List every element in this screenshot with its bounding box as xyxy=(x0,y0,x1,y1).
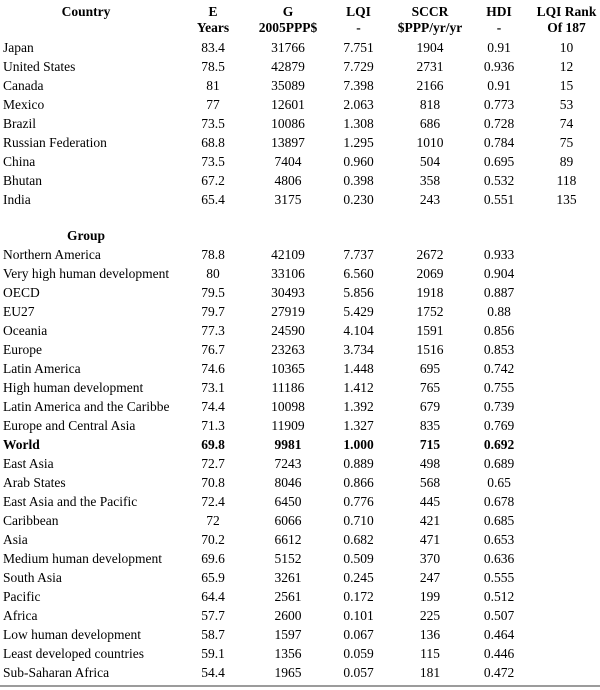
value-cell: 2561 xyxy=(274,589,302,604)
group-row xyxy=(0,245,600,264)
value-cell xyxy=(533,321,600,340)
value-cell: 0.784 xyxy=(483,135,515,150)
group-name-cell: East Asia and the Pacific xyxy=(3,494,138,509)
country-name-cell: Bhutan xyxy=(3,173,42,188)
value-cell: 73.5 xyxy=(201,116,225,131)
value-cell: 6.560 xyxy=(343,266,374,281)
value-cell: 715 xyxy=(419,437,441,452)
value-cell: 58.7 xyxy=(201,627,225,642)
value-cell: 0.446 xyxy=(483,646,515,661)
group-row xyxy=(0,264,600,283)
value-cell: 73.5 xyxy=(201,154,225,169)
value-cell: 471 xyxy=(419,532,441,547)
group-name-cell: Least developed countries xyxy=(3,646,144,661)
value-cell: 695 xyxy=(419,361,441,376)
group-row xyxy=(0,587,600,606)
group-rows xyxy=(0,245,600,682)
group-row xyxy=(0,644,600,663)
value-cell: 67.2 xyxy=(201,173,225,188)
value-cell xyxy=(533,245,600,264)
value-cell: 835 xyxy=(419,418,441,433)
country-row xyxy=(0,38,600,57)
value-cell: 6066 xyxy=(274,513,302,528)
value-cell: 7.751 xyxy=(343,40,374,55)
group-row xyxy=(0,473,600,492)
value-cell: 225 xyxy=(419,608,441,623)
value-cell: 13897 xyxy=(271,135,305,150)
country-name-cell: United States xyxy=(3,59,76,74)
value-cell: 0.742 xyxy=(483,361,515,376)
country-row xyxy=(0,57,600,76)
value-cell: 77.3 xyxy=(201,323,225,338)
value-cell: 76.7 xyxy=(201,342,225,357)
col-header-sccr-line1: SCCR xyxy=(411,4,449,19)
value-cell: 1516 xyxy=(416,342,444,357)
value-cell: 57.7 xyxy=(201,608,225,623)
group-row xyxy=(0,378,600,397)
value-cell xyxy=(533,378,600,397)
value-cell: 1965 xyxy=(274,665,302,680)
col-header-hdi-line1: HDI xyxy=(486,4,512,19)
col-header-rank-line2: Of 187 xyxy=(547,20,586,35)
value-cell: 0.692 xyxy=(483,437,515,452)
group-name-cell: Latin America and the Caribbe xyxy=(3,399,170,414)
group-row xyxy=(0,359,600,378)
group-row xyxy=(0,397,600,416)
value-cell: 818 xyxy=(419,97,441,112)
value-cell: 0.464 xyxy=(483,627,515,642)
value-cell: 0.653 xyxy=(483,532,515,547)
value-cell: 0.65 xyxy=(487,475,511,490)
value-cell: 115 xyxy=(420,646,440,661)
value-cell: 0.682 xyxy=(343,532,374,547)
group-name-cell: East Asia xyxy=(3,456,54,471)
group-row xyxy=(0,321,600,340)
value-cell xyxy=(533,663,600,682)
value-cell: 0.101 xyxy=(343,608,374,623)
value-cell: 69.6 xyxy=(201,551,225,566)
col-header-lqi-rank xyxy=(533,4,600,36)
col-header-country-line2 xyxy=(0,20,172,36)
value-cell: 118 xyxy=(556,173,577,188)
group-name-cell: Africa xyxy=(3,608,38,623)
country-name-cell: Brazil xyxy=(3,116,36,131)
value-cell: 1591 xyxy=(416,323,444,338)
value-cell: 0.728 xyxy=(483,116,515,131)
value-cell: 358 xyxy=(419,173,441,188)
value-cell: 75 xyxy=(559,135,574,150)
group-row xyxy=(0,435,600,454)
value-cell: 10 xyxy=(559,40,574,55)
value-cell: 0.555 xyxy=(483,570,515,585)
value-cell: 0.472 xyxy=(483,665,515,680)
value-cell: 0.172 xyxy=(343,589,374,604)
value-cell: 1.327 xyxy=(343,418,374,433)
col-header-lqi xyxy=(322,4,395,36)
value-cell: 3261 xyxy=(274,570,302,585)
value-cell: 2.063 xyxy=(343,97,374,112)
group-name-cell: High human development xyxy=(3,380,144,395)
value-cell xyxy=(533,302,600,321)
value-cell: 1918 xyxy=(416,285,444,300)
country-row xyxy=(0,152,600,171)
value-cell xyxy=(533,492,600,511)
value-cell: 498 xyxy=(419,456,441,471)
value-cell: 11909 xyxy=(271,418,305,433)
value-cell: 89 xyxy=(559,154,574,169)
col-header-lqi-line2: - xyxy=(356,20,361,35)
value-cell: 10365 xyxy=(271,361,305,376)
value-cell: 78.8 xyxy=(201,247,225,262)
value-cell: 0.689 xyxy=(483,456,515,471)
value-cell: 12601 xyxy=(271,97,305,112)
group-row xyxy=(0,530,600,549)
value-cell: 0.887 xyxy=(483,285,515,300)
group-name-cell: Europe xyxy=(3,342,42,357)
value-cell: 2600 xyxy=(274,608,302,623)
value-cell: 0.059 xyxy=(343,646,374,661)
value-cell: 0.398 xyxy=(343,173,374,188)
value-cell xyxy=(533,587,600,606)
value-cell: 72 xyxy=(206,513,220,528)
value-cell: 10098 xyxy=(271,399,305,414)
value-cell: 9981 xyxy=(274,437,302,452)
value-cell: 0.532 xyxy=(483,173,515,188)
value-cell: 1752 xyxy=(416,304,444,319)
value-cell: 7.729 xyxy=(343,59,374,74)
value-cell xyxy=(533,283,600,302)
value-cell: 77 xyxy=(206,97,220,112)
value-cell: 0.739 xyxy=(483,399,515,414)
value-cell xyxy=(533,340,600,359)
value-cell: 5.429 xyxy=(343,304,374,319)
col-header-sccr-line2: $PPP/yr/yr xyxy=(397,20,463,35)
value-cell: 0.889 xyxy=(343,456,374,471)
country-name-cell: Japan xyxy=(3,40,34,55)
value-cell: 65.4 xyxy=(201,192,225,207)
group-name-cell: Sub-Saharan Africa xyxy=(3,665,110,680)
value-cell: 0.755 xyxy=(483,380,515,395)
value-cell xyxy=(533,530,600,549)
group-section-label: Group xyxy=(66,228,105,243)
group-section-header-row xyxy=(0,226,600,245)
value-cell: 0.776 xyxy=(343,494,374,509)
value-cell: 7.737 xyxy=(343,247,374,262)
value-cell: 1.295 xyxy=(343,135,374,150)
value-cell: 1.000 xyxy=(343,437,374,452)
value-cell: 181 xyxy=(419,665,441,680)
col-header-lqi-line1: LQI xyxy=(346,4,371,19)
value-cell: 10086 xyxy=(271,116,305,131)
col-header-country xyxy=(0,4,172,36)
group-name-cell: OECD xyxy=(3,285,40,300)
value-cell: 243 xyxy=(419,192,441,207)
value-cell: 11186 xyxy=(271,380,305,395)
value-cell xyxy=(533,511,600,530)
group-row xyxy=(0,416,600,435)
group-row xyxy=(0,454,600,473)
value-cell: 0.91 xyxy=(487,78,511,93)
value-cell: 2672 xyxy=(416,247,444,262)
value-cell: 79.5 xyxy=(201,285,225,300)
value-cell: 1904 xyxy=(416,40,444,55)
value-cell: 4806 xyxy=(274,173,302,188)
value-cell: 5.856 xyxy=(343,285,374,300)
value-cell: 64.4 xyxy=(201,589,225,604)
value-cell: 5152 xyxy=(274,551,302,566)
value-cell: 1.308 xyxy=(343,116,374,131)
col-header-hdi xyxy=(465,4,533,36)
value-cell: 33106 xyxy=(271,266,305,281)
col-header-country-line1: Country xyxy=(61,4,111,19)
col-header-hdi-line2: - xyxy=(496,20,502,35)
value-cell: 42879 xyxy=(271,59,305,74)
group-name-cell: Asia xyxy=(3,532,28,547)
value-cell: 7.398 xyxy=(343,78,374,93)
country-name-cell: Russian Federation xyxy=(3,135,107,150)
value-cell: 0.769 xyxy=(483,418,515,433)
value-cell: 1597 xyxy=(274,627,302,642)
value-cell: 0.685 xyxy=(483,513,515,528)
value-cell: 73.1 xyxy=(201,380,225,395)
value-cell: 1.448 xyxy=(343,361,374,376)
value-cell: 72.7 xyxy=(201,456,225,471)
value-cell: 7404 xyxy=(274,154,302,169)
value-cell: 247 xyxy=(419,570,441,585)
group-row xyxy=(0,302,600,321)
value-cell: 0.636 xyxy=(483,551,515,566)
value-cell xyxy=(533,606,600,625)
value-cell: 65.9 xyxy=(201,570,225,585)
value-cell: 0.710 xyxy=(343,513,374,528)
value-cell: 1010 xyxy=(416,135,444,150)
group-row xyxy=(0,549,600,568)
value-cell: 370 xyxy=(419,551,441,566)
country-row xyxy=(0,190,600,209)
value-cell xyxy=(533,625,600,644)
value-cell: 0.773 xyxy=(483,97,515,112)
value-cell: 0.91 xyxy=(487,40,511,55)
value-cell: 54.4 xyxy=(201,665,225,680)
group-row xyxy=(0,511,600,530)
value-cell: 421 xyxy=(419,513,441,528)
group-row xyxy=(0,340,600,359)
value-cell: 74.6 xyxy=(201,361,225,376)
country-name-cell: Mexico xyxy=(3,97,45,112)
value-cell: 2731 xyxy=(416,59,444,74)
group-row xyxy=(0,625,600,644)
value-cell: 445 xyxy=(419,494,441,509)
value-cell xyxy=(533,264,600,283)
country-row xyxy=(0,133,600,152)
country-rows-section xyxy=(0,38,600,209)
value-cell: 6612 xyxy=(274,532,302,547)
value-cell: 24590 xyxy=(271,323,305,338)
value-cell: 0.960 xyxy=(343,154,374,169)
bottom-rule xyxy=(0,685,600,687)
value-cell: 15 xyxy=(559,78,574,93)
value-cell: 42109 xyxy=(271,247,305,262)
group-row xyxy=(0,663,600,682)
value-cell: 6450 xyxy=(274,494,302,509)
value-cell xyxy=(533,549,600,568)
country-name-cell: Canada xyxy=(3,78,44,93)
value-cell: 765 xyxy=(419,380,441,395)
value-cell: 71.3 xyxy=(201,418,225,433)
group-name-cell: Caribbean xyxy=(3,513,59,528)
value-cell xyxy=(533,416,600,435)
value-cell: 3.734 xyxy=(343,342,374,357)
value-cell: 74 xyxy=(559,116,574,131)
value-cell: 74.4 xyxy=(201,399,225,414)
value-cell: 0.856 xyxy=(483,323,515,338)
value-cell: 30493 xyxy=(271,285,305,300)
value-cell: 81 xyxy=(206,78,220,93)
value-cell: 70.2 xyxy=(201,532,225,547)
group-name-cell: Pacific xyxy=(3,589,41,604)
group-name-cell: Very high human development xyxy=(3,266,170,281)
value-cell: 686 xyxy=(419,116,441,131)
value-cell: 3175 xyxy=(274,192,302,207)
group-rows-section xyxy=(0,226,600,682)
country-row xyxy=(0,171,600,190)
value-cell: 0.551 xyxy=(483,192,515,207)
value-cell: 35089 xyxy=(271,78,305,93)
value-cell: 2069 xyxy=(416,266,444,281)
value-cell: 0.904 xyxy=(483,266,515,281)
group-row xyxy=(0,606,600,625)
group-name-cell: Oceania xyxy=(3,323,48,338)
value-cell: 135 xyxy=(556,192,577,207)
value-cell: 0.853 xyxy=(483,342,515,357)
value-cell: 0.866 xyxy=(343,475,374,490)
value-cell: 0.512 xyxy=(483,589,515,604)
value-cell: 0.695 xyxy=(483,154,515,169)
value-cell: 568 xyxy=(419,475,441,490)
value-cell: 59.1 xyxy=(201,646,225,661)
value-cell: 199 xyxy=(419,589,441,604)
value-cell xyxy=(533,644,600,663)
value-cell xyxy=(533,473,600,492)
group-name-cell: South Asia xyxy=(3,570,62,585)
value-cell: 4.104 xyxy=(343,323,374,338)
value-cell: 0.88 xyxy=(487,304,511,319)
col-header-e-line1: E xyxy=(208,4,218,19)
value-cell xyxy=(533,397,600,416)
value-cell: 2166 xyxy=(416,78,444,93)
group-name-cell: EU27 xyxy=(3,304,35,319)
value-cell: 72.4 xyxy=(201,494,225,509)
group-name-cell: Europe and Central Asia xyxy=(3,418,136,433)
value-cell: 80 xyxy=(206,266,220,281)
value-cell: 136 xyxy=(419,627,441,642)
col-header-rank-line1: LQI Rank xyxy=(536,4,597,19)
value-cell: 0.230 xyxy=(343,192,374,207)
group-row xyxy=(0,283,600,302)
value-cell: 79.7 xyxy=(201,304,225,319)
value-cell: 23263 xyxy=(271,342,305,357)
value-cell: 83.4 xyxy=(201,40,225,55)
country-row xyxy=(0,76,600,95)
col-header-e-years xyxy=(172,4,254,36)
col-header-sccr xyxy=(395,4,465,36)
value-cell xyxy=(533,435,600,454)
col-header-g-line2: 2005PPP$ xyxy=(258,20,318,35)
col-header-g-line1: G xyxy=(282,4,294,19)
country-row xyxy=(0,114,600,133)
value-cell: 78.5 xyxy=(201,59,225,74)
value-cell: 679 xyxy=(419,399,441,414)
table-header-row xyxy=(0,4,600,36)
value-cell: 69.8 xyxy=(201,437,225,452)
value-cell: 0.678 xyxy=(483,494,515,509)
group-name-cell: Arab States xyxy=(3,475,66,490)
value-cell: 0.057 xyxy=(343,665,374,680)
value-cell: 7243 xyxy=(274,456,302,471)
value-cell: 53 xyxy=(559,97,574,112)
value-cell xyxy=(533,454,600,473)
country-row xyxy=(0,95,600,114)
value-cell: 1.412 xyxy=(343,380,374,395)
value-cell: 0.509 xyxy=(343,551,374,566)
value-cell: 0.933 xyxy=(483,247,515,262)
value-cell: 0.067 xyxy=(343,627,374,642)
col-header-g-2005ppp xyxy=(254,4,322,36)
value-cell: 68.8 xyxy=(201,135,225,150)
value-cell: 70.8 xyxy=(201,475,225,490)
value-cell xyxy=(533,568,600,587)
group-row xyxy=(0,568,600,587)
value-cell: 0.936 xyxy=(483,59,515,74)
group-name-cell: Latin America xyxy=(3,361,81,376)
country-name-cell: India xyxy=(3,192,31,207)
group-name-cell: Northern America xyxy=(3,247,101,262)
value-cell: 0.507 xyxy=(483,608,515,623)
value-cell: 27919 xyxy=(271,304,305,319)
value-cell: 8046 xyxy=(274,475,302,490)
value-cell xyxy=(533,359,600,378)
group-row xyxy=(0,492,600,511)
value-cell: 1.392 xyxy=(343,399,374,414)
group-name-cell: Low human development xyxy=(3,627,141,642)
value-cell: 12 xyxy=(559,59,574,74)
group-name-cell: World xyxy=(3,437,40,452)
group-name-cell: Medium human development xyxy=(3,551,162,566)
value-cell: 504 xyxy=(419,154,441,169)
value-cell: 1356 xyxy=(274,646,302,661)
col-header-e-line2: Years xyxy=(196,20,230,35)
value-cell: 31766 xyxy=(271,40,305,55)
value-cell: 0.245 xyxy=(343,570,374,585)
country-name-cell: China xyxy=(3,154,36,169)
